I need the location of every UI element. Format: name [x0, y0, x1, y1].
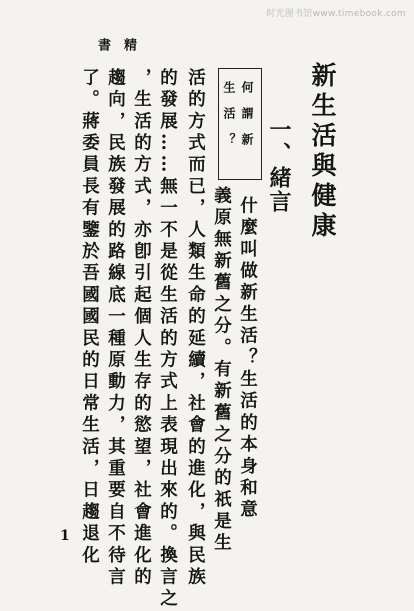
- watermark: 时光图书馆www.timebook.com: [266, 9, 406, 19]
- margin-note-line-2: 生活？: [222, 81, 236, 159]
- text-column-7: 了。蔣委員長有鑒於吾國國民的日常生活，日趨退化: [79, 68, 100, 568]
- chapter-title: 新生活與健康: [308, 62, 337, 242]
- text-column-5: ，生活的方式，亦卽引起個人生存的慾望，社會進化的: [131, 68, 152, 589]
- text-column-3: 活的方式而已，人類生命的延續，社會的進化，與民族: [185, 68, 206, 589]
- text-column-2: 義原無新舊之分。有新舊之分的祇是生: [211, 186, 232, 555]
- margin-note-line-1: 何謂新: [240, 81, 254, 159]
- page-number: 1: [60, 528, 70, 544]
- text-column-4: 的發展……無一不是從生活的方式上表現出來的。換言之: [157, 68, 178, 611]
- text-column-6: 趨向，民族發展的路線底一種原動力，其重要自不待言: [105, 68, 126, 589]
- section-heading: 一、緒言: [266, 118, 292, 214]
- text-column-1: 什麼叫做新生活？生活的本身和意: [237, 196, 258, 522]
- running-head-right: 精: [121, 38, 136, 51]
- running-head-left: 書: [95, 38, 110, 51]
- margin-note-box: [218, 68, 262, 180]
